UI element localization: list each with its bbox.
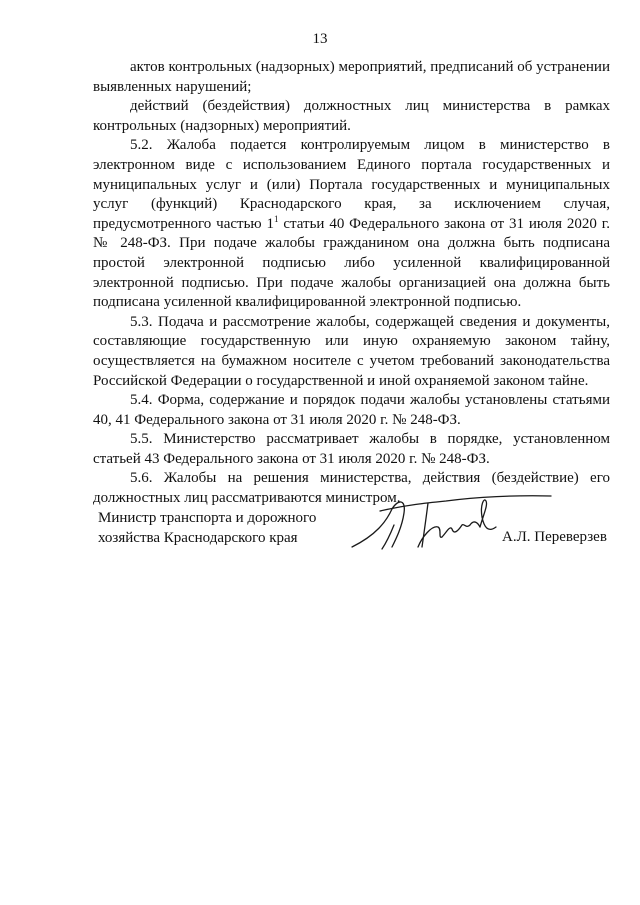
page-number: 13 [312, 31, 328, 47]
paragraph-5-5: 5.5. Министерство рассматривает жалобы в порядке, установленном статьей 43 Федерального закона от 31 июля 2020 г. № 248-ФЗ. [93, 431, 610, 467]
superscript-1: 1 [274, 213, 279, 224]
paragraph-acts: актов контрольных (надзорных) мероприятий, предписаний об устранении выявленных нарушений; [93, 59, 610, 95]
document-body [93, 58, 610, 509]
paragraph-actions: действий (бездействия) должностных лиц министерства в рамках контрольных (надзорных) мероприятий. [93, 98, 610, 134]
signer-name: А.Л. Переверзев [502, 529, 607, 545]
paragraph-5-6: 5.6. Жалобы на решения министерства, действия (бездействие) его должностных лиц рассматриваются министром. [93, 470, 610, 507]
paragraph-5-4: 5.4. Форма, содержание и порядок подачи жалобы установлены статьями 40, 41 Федерального закона от 31 июля 2020 г. № 248-ФЗ. [93, 392, 610, 428]
signer-title [98, 509, 316, 548]
signature-block [98, 507, 618, 567]
paragraph-5-2-text-b: статьи 40 Федерального закона от 31 июля 2020 г. № 248-ФЗ. При подаче жалобы гражданином она должна быть подписана простой электронной подписью либо усиленной квалифицированной электронной подписью. При подаче жалобы организацией она должна быть подписана усиленной квалифицированной электронной подписью. [93, 215, 611, 311]
paragraph-5-2 [93, 136, 610, 312]
paragraph-5-2-text-a: 5.2. Жалоба подается контролируемым лицом в министерство в электронном виде с использованием Единого портала государственных и муниципальных услуг и (или) Портала государственных и муниципальных услуг (функций) Краснодарского края, за исключением случая, предусмотренного частью 1 [93, 137, 610, 232]
signer-title-line2: хозяйства Краснодарского края [98, 529, 298, 546]
paragraph-5-3: 5.3. Подача и рассмотрение жалобы, содержащей сведения и документы, составляющие государственную или иную охраняемую законом тайну, осуществляется на бумажном носителе с учетом требований законодательства Российской Федерации о государственной и иной охраняемой законом тайне. [93, 313, 610, 389]
signer-title-line1: Министр транспорта и дорожного [98, 510, 317, 526]
